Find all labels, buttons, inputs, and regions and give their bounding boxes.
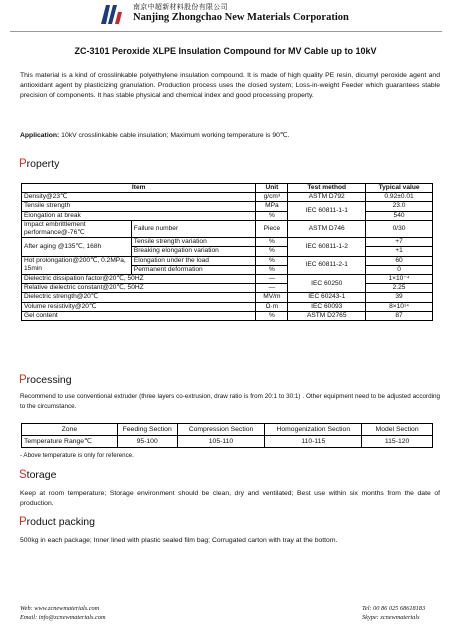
table-header-row: Zone Feeding Section Compression Section Homogenization Section Model Section [22, 424, 433, 436]
table-row: Relative dielectric constant@20℃, 50HZ — 2.25 [22, 284, 433, 293]
footer-left [20, 604, 106, 622]
property-heading: Property [19, 158, 60, 170]
intro-paragraph: This material is a kind of crosslinkable polyethylene insulation compound. It is made of high quality PE resin, dicumyl peroxide agent and antioxidant agent by plasticizing granulation. Production process uses the closed system; Loss-in-weight Feeder which guarantees stable precision of components. It has stable physical and chemical index and good processing property. [20, 72, 440, 100]
table-row: Temperature Range℃ 95-100 105-110 110-115 115-120 [22, 436, 433, 448]
product-title: ZC-3101 Peroxide XLPE Insulation Compound for MV Cable up to 10kV [74, 46, 377, 56]
company-name-en: Nanjing Zhongchao New Materials Corporation [133, 12, 349, 23]
table-header-row: Item Unit Test method Typical value [22, 184, 433, 193]
storage-heading: Storage [19, 469, 57, 481]
company-name-cn: 南京中超新材料股份有限公司 [133, 3, 228, 11]
table-row: Permanent deformation % 0 [22, 265, 433, 274]
packing-paragraph: 500kg in each package; Inner lined with plastic sealed film bag; Corrugated carton with tray at the bottom. [20, 537, 338, 544]
table-row: Impact embrittlement performance@-76℃ Failure number Piece ASTM D746 0/30 [22, 220, 433, 237]
application-paragraph [20, 131, 440, 141]
processing-paragraph: Recommend to use conventional extruder (three layers co-extrusion, draw ratio is from 20:1 to 30:1) . Other equipment need to be adjusted according to the circumstance. [20, 393, 440, 411]
table-row: Volume resistivity@20℃ Ω·m IEC 60093 8×10¹⁴ [22, 302, 433, 311]
table-row: Elongation at break % 540 [22, 211, 433, 220]
header [0, 0, 451, 30]
processing-table [21, 423, 433, 448]
footer-tel: Tel: 00 86 025 68618183 [362, 605, 426, 612]
table-row: After aging @135℃, 168h Tensile strength variation % IEC 60811-1-2 +7 [22, 238, 433, 247]
table-row: Density@23℃ g/cm³ ASTM D792 0.92±0.01 [22, 193, 433, 202]
company-logo-icon [100, 2, 124, 26]
table-row: Hot prolongation@200℃, 0.2MPa, 15min Elongation under the load % IEC 60811-2-1 60 [22, 256, 433, 265]
application-label: Application: [20, 132, 60, 139]
footer-skype: Skype: zcnewmaterials [362, 614, 420, 621]
header-divider [10, 31, 442, 32]
footer-email: Email: info@zcnewmaterials.com [20, 614, 106, 621]
packing-heading: Product packing [19, 516, 95, 528]
processing-heading: Processing [19, 374, 72, 386]
table-row: Breaking elongation variation % +1 [22, 247, 433, 256]
table-row: Dielectric dissipation factor@20℃, 50HZ — IEC 60250 1×10⁻⁴ [22, 275, 433, 284]
footer-right [362, 604, 425, 622]
footer-web: Web: www.zcnewmaterials.com [20, 605, 100, 612]
temperature-note: - Above temperature is only for reference. [20, 452, 134, 459]
application-text: 10kV crosslinkable cable insulation; Maximum working temperature is 90℃. [59, 132, 290, 139]
table-row: Tensile strength MPa IEC 60811-1-1 23.0 [22, 202, 433, 211]
table-row: Gel content % ASTM D2765 87 [22, 311, 433, 320]
table-row: Dielectric strength@20℃ MV/m IEC 60243-1 39 [22, 293, 433, 302]
storage-paragraph: Keep at room temperature; Storage environment should be clean, dry and ventilated; Best use within six months from the date of production. [20, 490, 440, 508]
property-table [21, 183, 433, 321]
